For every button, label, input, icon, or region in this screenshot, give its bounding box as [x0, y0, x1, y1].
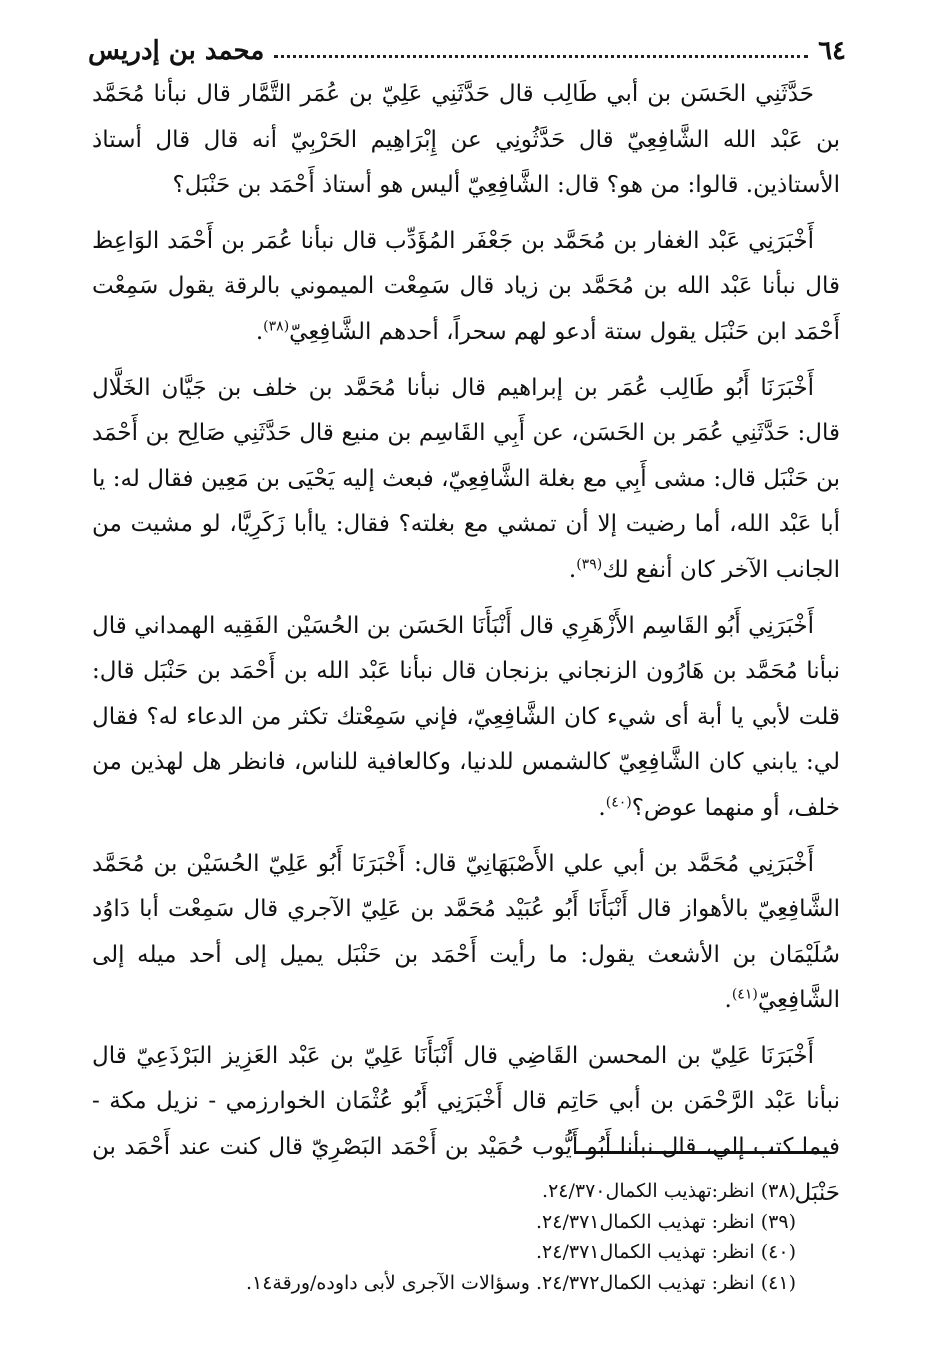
paragraph: أَخْبَرَنِي أَبُو القَاسِم الأَزْهَرِي قال أَنْبَأَنَا الحَسَن بن الحُسَيْن الفَقِيه الهمداني قال نبأنا مُحَمَّد بن هَارُون الزنجاني بزنجان قال نبأنا عَبْد الله بن أَحْمَد بن حَنْبَل قال: قلت لأبي يا أبة أى شيء كان الشَّافِعِيّ، فإني سَمِعْتك تكثر من الدعاء له؟ فقال لي: يابني كان الشَّافِعِيّ كالشمس للدنيا، وكالعافية للناس، فانظر هل لهذين من خلف، أو منهما عوض؟$^{(٤٠)}$.: [92, 612, 840, 821]
paragraph-text: أَخْبَرَنَا عَلِيّ بن المحسن القَاضِي قال أَنْبَأَنَا عَلِيّ بن عَبْد العَزِيز البَرْذَعِيّ قال نبأنا عَبْد الرَّحْمَن بن أبي حَاتِم قال أَخْبَرَنِي أَبُو عُثْمَان الخوارزمي - نزيل مكة - فيما كتب إلي، قال نبأنا أَبُو أَيُّوب حُمَيْد بن أَحْمَد البَصْرِيّ قال كنت عند أَحْمَد بن حَنْبَل: [92, 1042, 840, 1206]
footnote: (٣٨) انظر:تهذيب الكمال٢٤/٣٧٠.: [542, 1180, 796, 1202]
footnote-marker: (٤١): [731, 986, 758, 1003]
paragraph: [92, 72, 840, 209]
paragraph: أَخْبَرَنِي عَبْد الغفار بن مُحَمَّد بن جَعْفَر المُؤَدِّب قال نبأنا عُمَر بن أَحْمَد الوَاعِظ قال نبأنا عَبْد الله بن مُحَمَّد بن زياد قال سَمِعْت الميموني بالرقة يقول سَمِعْت أَحْمَد ابن حَنْبَل يقول ستة أدعو لهم سحراً، أحدهم الشَّافِعِيّ$^{(٣٨)}$.: [92, 227, 840, 345]
paragraph-text: أَخْبَرَنِي مُحَمَّد بن أبي علي الأَصْبَهَانِيّ قال: أَخْبَرَنَا أَبُو عَلِيّ الحُسَيْن بن مُحَمَّد الشَّافِعِيّ بالأهواز قال أَنْبَأَنَا أَبُو عُبَيْد مُحَمَّد بن عَلِيّ الآجري قال سَمِعْت أبا دَاوُد سُلَيْمَان بن الأشعث يقول: ما رأيت أَحْمَد بن حَنْبَل يميل إلى أحد ميله إلى الشَّافِعِيّ: [92, 850, 840, 1014]
paragraph: أَخْبَرَنَا أَبُو طَالِب عُمَر بن إبراهيم قال نبأنا مُحَمَّد بن خلف بن جَيَّان الخَلَّال قال: حَدَّثَنِي عُمَر بن الحَسَن، عن أَبِي القَاسِم بن منيع قال حَدَّثَنِي صَالِح بن أَحْمَد بن حَنْبَل قال: مشى أَبِي مع بغلة الشَّافِعِيّ، فبعث إليه يَحْيَى بن مَعِين فقال له: يا أبا عَبْد الله، أما رضيت إلا أن تمشي مع بغلته؟ فقال: ياأبا زَكَرِيَّا، لو مشيت من الجانب الآخر كان أنفع لك$^{(٣٩)}$.: [92, 374, 840, 583]
header-dotted-leader: [274, 55, 808, 58]
page-number: ٦٤: [818, 36, 846, 66]
footnote-marker: (٣٨): [263, 318, 290, 335]
paragraph: أَخْبَرَنِي مُحَمَّد بن أبي علي الأَصْبَهَانِيّ قال: أَخْبَرَنَا أَبُو عَلِيّ الحُسَيْن بن مُحَمَّد الشَّافِعِيّ بالأهواز قال أَنْبَأَنَا أَبُو عُبَيْد مُحَمَّد بن عَلِيّ الآجري قال سَمِعْت أبا دَاوُد سُلَيْمَان بن الأشعث يقول: ما رأيت أَحْمَد بن حَنْبَل يميل إلى أحد ميله إلى الشَّافِعِيّ$^{(٤١)}$.: [92, 850, 840, 1014]
footnote-divider: [575, 1151, 829, 1154]
footnote: (٤١) انظر: تهذيب الكمال٢٤/٣٧٢. وسؤالات الآجرى لأبى داوده/ورقة١٤.: [245, 1271, 796, 1294]
paragraph-text: حَدَّثَنِي الحَسَن بن أبي طَالِب قال حَدَّثَنِي عَلِيّ بن عُمَر التَّمَّار قال نبأنا مُحَمَّد بن عَبْد الله الشَّافِعِيّ قال حَدَّثُونِي عن إِبْرَاهِيم الحَرْبِيّ أنه قال قال أستاذ الأستاذين. قالوا: من هو؟ قال: الشَّافِعِيّ أليس هو أستاذ أَحْمَد بن حَنْبَل؟: [92, 81, 840, 199]
footnote-marker: (٣٩): [576, 556, 603, 573]
footnote: (٣٩) انظر: تهذيب الكمال٢٤/٣٧١.: [536, 1210, 796, 1233]
paragraph-text: أَخْبَرَنِي عَبْد الغفار بن مُحَمَّد بن جَعْفَر المُؤَدِّب قال نبأنا عُمَر بن أَحْمَد الوَاعِظ قال نبأنا عَبْد الله بن مُحَمَّد بن زياد قال سَمِعْت الميموني بالرقة يقول سَمِعْت أَحْمَد ابن حَنْبَل يقول ستة أدعو لهم سحراً، أحدهم الشَّافِعِيّ: [92, 227, 840, 345]
paragraph-text: أَخْبَرَنِي أَبُو القَاسِم الأَزْهَرِي قال أَنْبَأَنَا الحَسَن بن الحُسَيْن الفَقِيه الهمداني قال نبأنا مُحَمَّد بن هَارُون الزنجاني بزنجان قال نبأنا عَبْد الله بن أَحْمَد بن حَنْبَل قال: قلت لأبي يا أبة أى شيء كان الشَّافِعِيّ، فإني سَمِعْتك تكثر من الدعاء له؟ فقال لي: يابني كان الشَّافِعِيّ كالشمس للدنيا، وكالعافية للناس، فانظر هل لهذين من خلف، أو منهما عوض؟: [92, 612, 840, 821]
body-text: [92, 72, 840, 1216]
footnotes: [120, 1176, 796, 1298]
running-title: محمد بن إدريس: [88, 36, 265, 66]
footnote-marker: (٤٠): [605, 794, 632, 811]
footnote: (٤٠) انظر: تهذيب الكمال٢٤/٣٧١.: [536, 1241, 796, 1263]
paragraph-text: أَخْبَرَنَا أَبُو طَالِب عُمَر بن إبراهيم قال نبأنا مُحَمَّد بن خلف بن جَيَّان الخَلَّال قال: حَدَّثَنِي عُمَر بن الحَسَن، عن أَبِي القَاسِم بن منيع قال حَدَّثَنِي صَالِح بن أَحْمَد بن حَنْبَل قال: مشى أَبِي مع بغلة الشَّافِعِيّ، فبعث إليه يَحْيَى بن مَعِين فقال له: يا أبا عَبْد الله، أما رضيت إلا أن تمشي مع بغلته؟ فقال: ياأبا زَكَرِيَّا، لو مشيت من الجانب الآخر كان أنفع لك: [92, 374, 840, 583]
page-header: [88, 30, 846, 66]
